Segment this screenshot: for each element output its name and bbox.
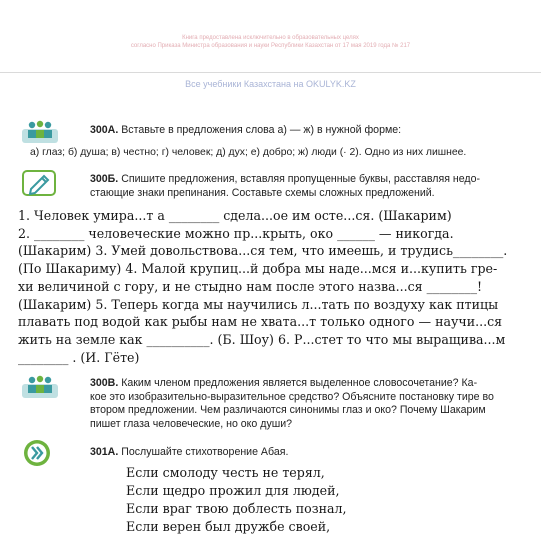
exercise-line: плавать под водой как рыбы нам не хвата...т только одного — научи...ся (18, 314, 503, 330)
exercise-text (18, 207, 518, 366)
poem-line: Если щедро прожил для людей, (126, 483, 340, 498)
copyright-note-line1: Книга предоставлена исключительно в образовательных целях (182, 35, 359, 41)
task-300a (90, 124, 530, 138)
exercise-line: (По Шакариму) 4. Малой крупиц...й добра мы наде...мся и...купить гре- (18, 261, 498, 277)
poem-line: Если верен был дружбе своей, (126, 519, 331, 534)
task-300v-number: 300В. (90, 377, 119, 389)
pencil-writing-icon (22, 170, 56, 201)
task-300v-line3: втором предложении. Чем различаются синонимы глаз и око? Почему Шакарим (90, 404, 486, 416)
task-301a-text: Послушайте стихотворение Абая. (121, 446, 289, 458)
task-300v-line1: Каким членом предложения является выделенное словосочетание? Ка- (121, 377, 478, 389)
site-watermark[interactable]: Все учебники Казахстана на OKULYK.KZ (185, 79, 356, 89)
task-301a (90, 446, 530, 460)
task-300v-line2: кое это изобразительно-выразительное средство? Объясните постановку тире во (90, 390, 494, 403)
task-301a-number: 301А. (90, 446, 119, 458)
exercise-line: 1. Человек умира...т а ________ сдела...ое им осте...ся. (Шакарим) (18, 208, 452, 223)
poem-line: Если враг твою доблесть познал, (126, 501, 347, 516)
exercise-line: (Шакарим) 5. Теперь когда мы научились л...тать по воздуху как птицы (18, 296, 499, 312)
copyright-note-line2: согласно Приказа Министра образования и науки Республики Казахстан от 17 мая 2019 года № 217 (130, 43, 411, 49)
task-300b-number: 300Б. (90, 173, 119, 185)
task-300a-number: 300А. (90, 124, 119, 136)
task-300a-options: а) глаз; б) душа; в) честно; г) человек; д) дух; е) добро; ж) люди (· 2). Одно из них лишнее. (30, 147, 467, 158)
task-300b (90, 173, 530, 200)
task-300v-line4: пишет глаза человеческие, но око души? (90, 417, 293, 430)
task-300a-text: Вставьте в предложения слова а) — ж) в нужной форме: (121, 124, 402, 136)
exercise-line: 2. ________ человеческие можно пр...крыть, око ______ — никогда. (18, 225, 454, 241)
exercise-line: жить на земле как __________. (Б. Шоу) 6. Р...стет то что мы выращива...м (18, 331, 506, 347)
copyright-note (0, 34, 541, 50)
exercise-line: (Шакарим) 3. Умей довольствова...ся тем, что имеешь, и трудись________. (18, 243, 508, 259)
exercise-line: ________ . (И. Гёте) (18, 349, 140, 365)
poem-line: Если смолоду честь не терял, (126, 465, 325, 480)
exercise-line: хи величиной с гору, и не стыдно нам после этого назва...ся ________! (18, 278, 483, 294)
poem (126, 464, 347, 536)
task-300b-line2: стающие знаки препинания. Составьте схемы сложных предложений. (90, 186, 435, 199)
header-divider (0, 72, 541, 73)
listen-play-icon (22, 438, 52, 473)
group-discussion-icon (22, 374, 58, 403)
task-300v (90, 377, 530, 431)
task-300b-line1: Спишите предложения, вставляя пропущенные буквы, расставляя недо- (121, 173, 480, 185)
group-work-icon (22, 119, 58, 148)
